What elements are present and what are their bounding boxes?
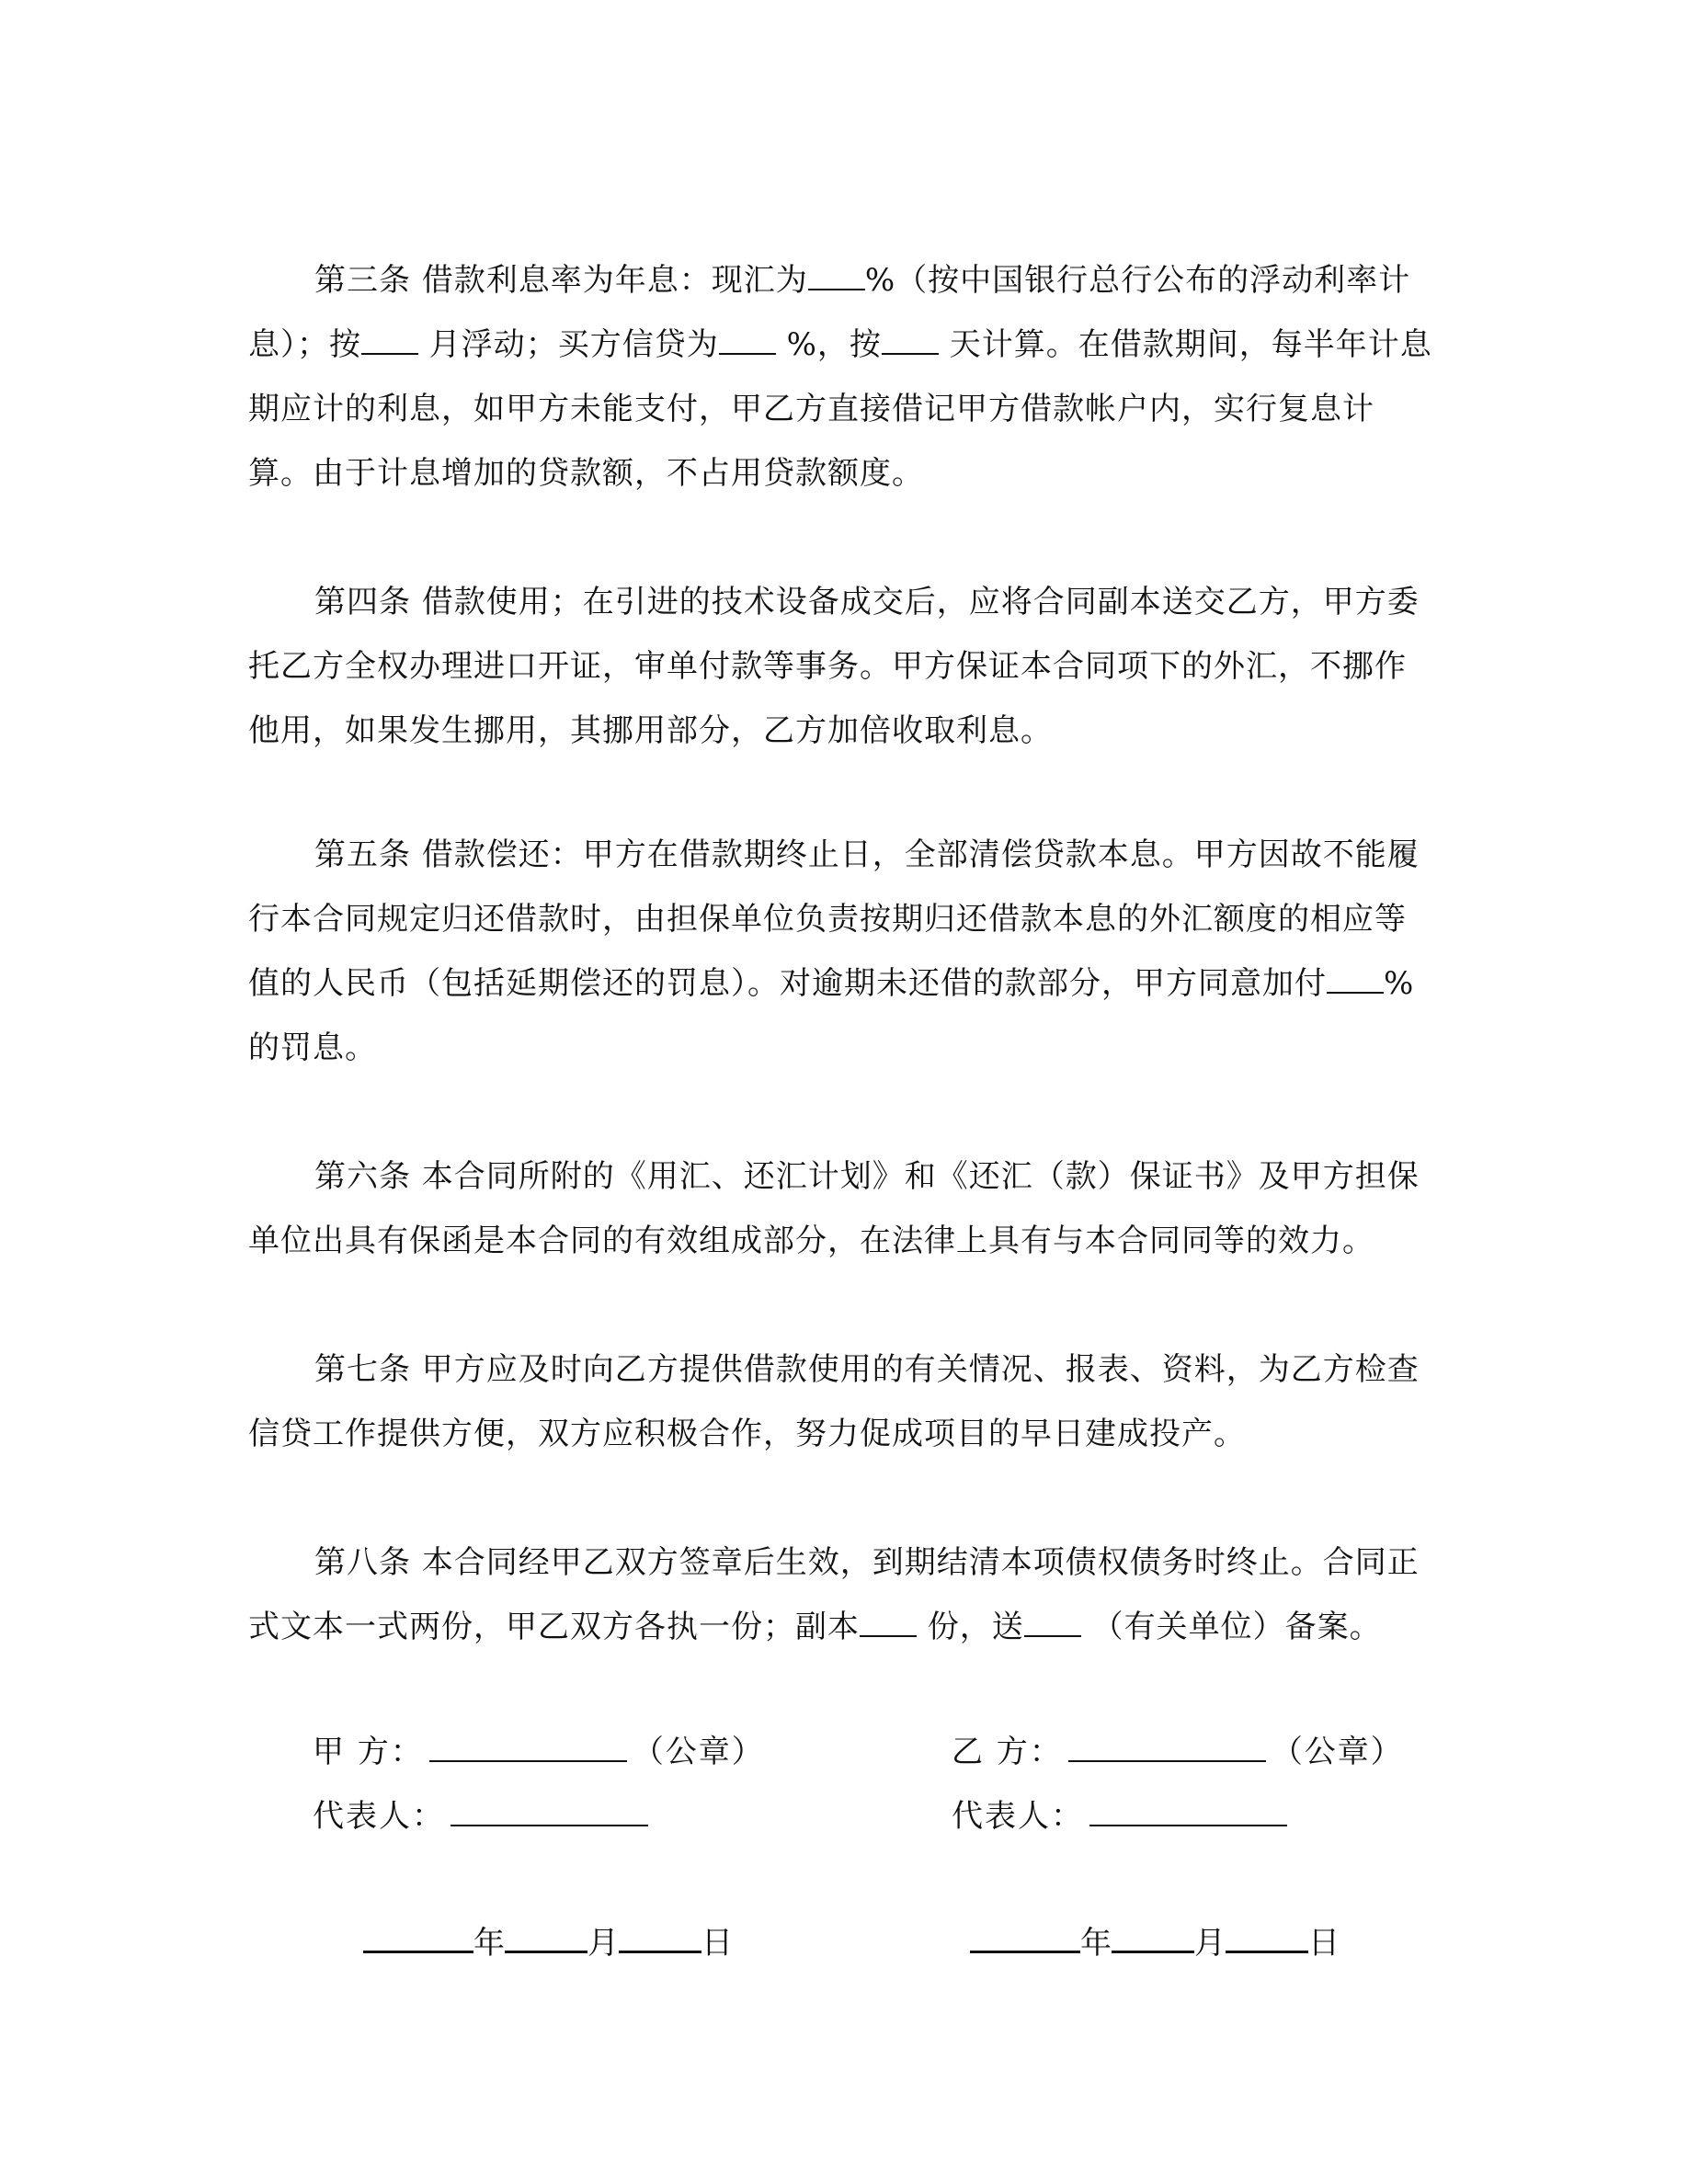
article-8: 第八条 本合同经甲乙双方签章后生效，到期结清本项债权债务时终止。合同正式文本一式两份，甲乙双方各执一份；副本 份，送 （有关单位）备案。 — [248, 1544, 1420, 1645]
party-b-date: 年 月 日 — [970, 1921, 1340, 1962]
blank-field[interactable] — [882, 325, 939, 355]
day-field[interactable] — [1226, 1921, 1308, 1953]
party-b-line: 乙 方： （公章） — [952, 1734, 1404, 1770]
article-7: 第七条 甲方应及时向乙方提供借款使用的有关情况、报表、资料，为乙方检查信贷工作提供方便，双方应积极合作，努力促成项目的早日建成投产。 — [248, 1351, 1420, 1452]
party-a-field[interactable] — [429, 1733, 627, 1762]
blank-field[interactable] — [860, 1608, 917, 1637]
party-a-line: 甲 方： （公章） — [313, 1734, 765, 1770]
party-a-representative: 代表人： — [313, 1797, 654, 1835]
day-field[interactable] — [619, 1921, 701, 1953]
article-5: 第五条 借款偿还：甲方在借款期终止日，全部清偿贷款本息。甲方因故不能履行本合同规定归还借款时，由担保单位负责按期归还借款本息的外汇额度的相应等值的人民币（包括延期偿还的罚息）。对逾期未还借的款部分，甲方同意加付 %的罚息。 — [248, 836, 1420, 1066]
party-b-representative: 代表人： — [952, 1797, 1293, 1835]
article-3: 第三条 借款利息率为年息：现汇为 %（按中国银行总行公布的浮动利率计息）；按 月浮动；买方信贷为 %，按 天计算。在借款期间，每半年计息期应计的利息，如甲方未能支付，甲乙方直接借记甲方借款帐户内，实行复息计算。由于计息增加的贷款额，不占用贷款额度。 — [248, 262, 1432, 492]
month-field[interactable] — [1112, 1921, 1194, 1953]
party-a-date: 年 月 日 — [363, 1921, 733, 1962]
party-b-rep-field[interactable] — [1089, 1797, 1287, 1826]
blank-field[interactable] — [808, 261, 865, 290]
blank-field[interactable] — [1024, 1608, 1081, 1637]
blank-field[interactable] — [719, 325, 776, 355]
article-6: 第六条 本合同所附的《用汇、还汇计划》和《还汇（款）保证书》及甲方担保单位出具有保函是本合同的有效组成部分，在法律上具有与本合同同等的效力。 — [248, 1158, 1420, 1259]
year-field[interactable] — [363, 1921, 473, 1953]
article-4: 第四条 借款使用；在引进的技术设备成交后，应将合同副本送交乙方，甲方委托乙方全权办理进口开证，审单付款等事务。甲方保证本合同项下的外汇，不挪作他用，如果发生挪用，其挪用部分，乙方加倍收取利息。 — [248, 584, 1420, 749]
party-b-field[interactable] — [1068, 1733, 1266, 1762]
year-field[interactable] — [970, 1921, 1080, 1953]
blank-field[interactable] — [361, 325, 418, 355]
blank-field[interactable] — [1327, 964, 1384, 994]
month-field[interactable] — [505, 1921, 587, 1953]
party-a-rep-field[interactable] — [451, 1797, 648, 1826]
